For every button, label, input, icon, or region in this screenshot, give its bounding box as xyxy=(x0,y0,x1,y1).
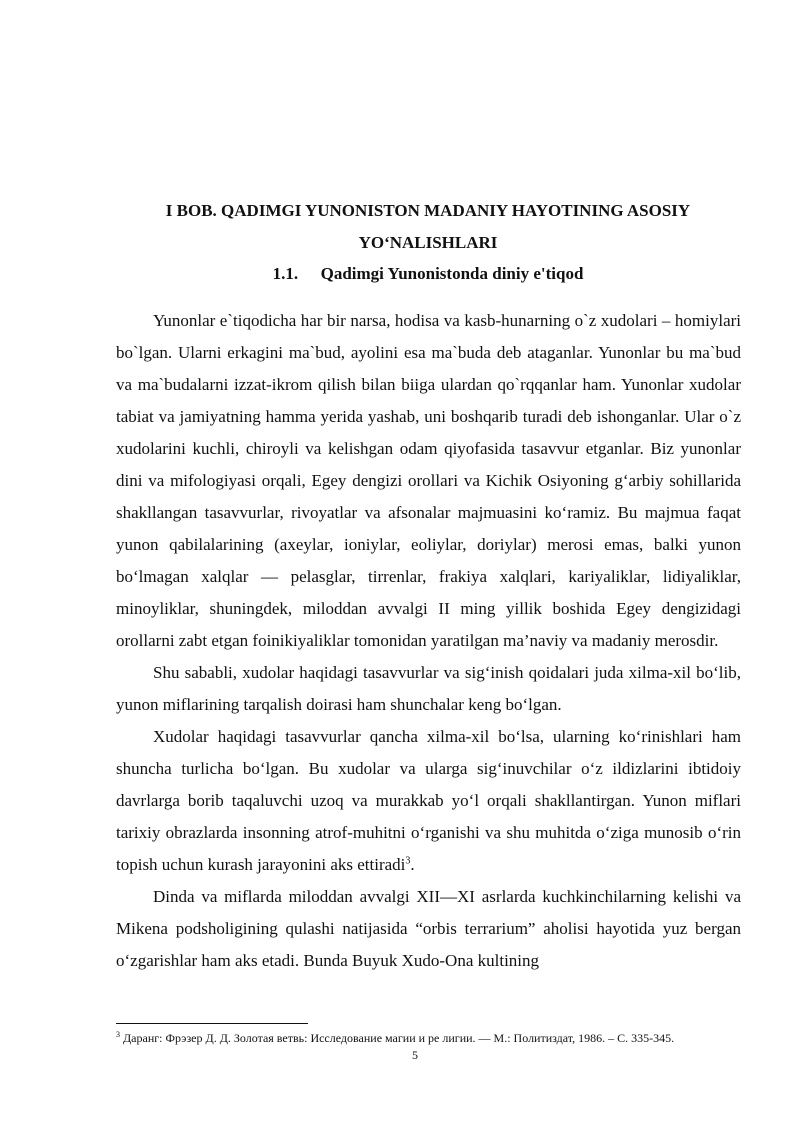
section-heading xyxy=(100,258,756,290)
chapter-title-line-2: YO‘NALISHLARI xyxy=(358,233,498,252)
chapter-title-line-1: I BOB. QADIMGI YUNONISTON MADANIY HAYOTINING ASOSIY xyxy=(165,201,691,220)
paragraph: Dinda va miflarda miloddan avvalgi XII—XI asrlarda kuchkinchilarning kelishi va Mikena podsholigining qulashi natijasida “orbis terrarium” aholisi hayotida yuz bergan o‘zgarishlar ham aks etadi. Bunda Buyuk Xudo-Ona kultining xyxy=(116,887,741,970)
section-title: Qadimgi Yunonistonda diniy e'tiqod xyxy=(320,264,584,283)
chapter-title xyxy=(100,195,756,259)
paragraph: Shu sababli, xudolar haqidagi tasavvurlar va sig‘inish qoidalari juda xilma-xil bo‘lib, yunon miflarining tarqalish doirasi ham shunchalar keng bo‘lgan. xyxy=(116,663,741,714)
body-text xyxy=(116,305,741,977)
footnote-separator xyxy=(116,1023,308,1024)
paragraph-text: Xudolar haqidagi tasavvurlar qancha xilma-xil bo‘lsa, ularning ko‘rinishlari ham shuncha turlicha bo‘lgan. Bu xudolar va ularga sig‘inuvchilar o‘z ildizlarini ibtidoiy davrlarga borib taqaluvchi uzoq va murakkab yo‘l orqali shakllantirgan. Yunon miflari tarixiy obrazlarda insonning atrof-muhitni o‘rganishi va shu muhitda o‘ziga munosib o‘rin topish uchun kurash jarayonini aks ettiradi xyxy=(116,727,741,874)
footnote-text: Даранг: Фрэзер Д. Д. Золотая ветвь: Исследование магии и ре лигии. — М.: Политиздат, 1986. – С. 335-345. xyxy=(120,1031,675,1045)
paragraph: Yunonlar e`tiqodicha har bir narsa, hodisa va kasb-hunarning o`z xudolari – homiylari bo`lgan. Ularni erkagini ma`bud, ayolini esa ma`buda deb ataganlar. Yunonlar bu ma`bud va ma`budalarni izzat-ikrom qilish bilan biiga ulardan qo`rqqanlar ham. Yunonlar xudolar tabiat va jamiyatning hamma yerida yashab, uni boshqarib turadi deb ishonganlar. Ular o`z xudolarini kuchli, chiroyli va kelishgan odam qiyofasida tasavvur etganlar. Biz yunonlar dini va mifologiyasi orqali, Egey dengizi orollari va Kichik Osiyoning g‘arbiy sohillarida shakllangan tasavvurlar, rivoyatlar va afsonalar majmuasini ko‘ramiz. Bu majmua faqat yunon qabilalarining (axeylar, ioniylar, eoliylar, doriylar) merosi emas, balki yunon bo‘lmagan xalqlar — pelasglar, tirrenlar, frakiya xalqlari, kariyaliklar, lidiyaliklar, minoyliklar, shuningdek, miloddan avvalgi II ming yillik boshida Egey dengizidagi orollarni zabt etgan foinikiyaliklar tomonidan yaratilgan ma’naviy va madaniy merosdir. xyxy=(116,311,741,650)
page-number: 5 xyxy=(412,1048,418,1062)
section-number: 1.1. xyxy=(272,264,299,283)
sentence-end: . xyxy=(410,855,415,874)
footnote-marker: 3 xyxy=(116,1030,120,1039)
paragraph xyxy=(116,721,741,881)
footnote xyxy=(116,1030,756,1046)
footnote-reference[interactable]: 3 xyxy=(405,855,411,867)
